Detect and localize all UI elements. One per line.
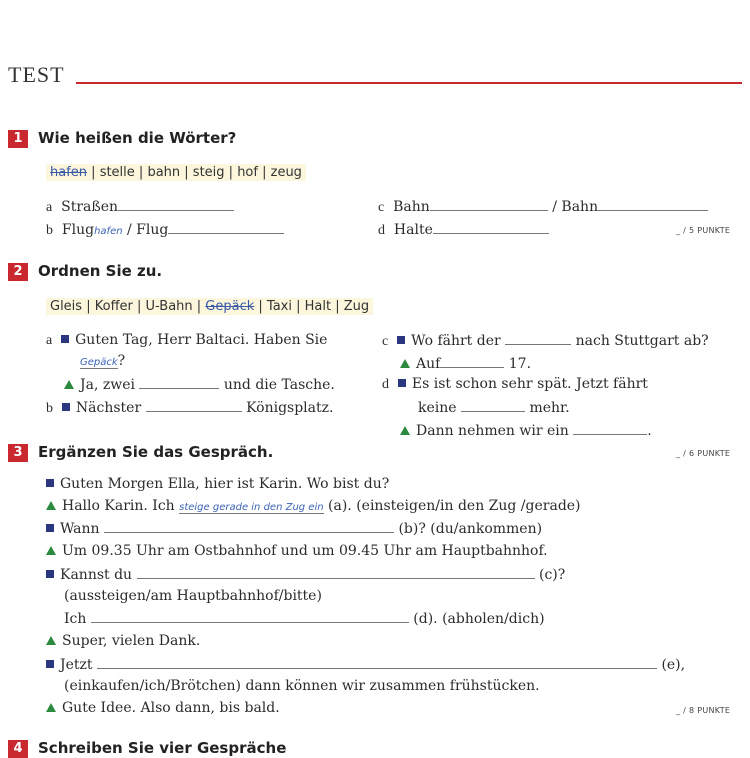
square-bullet-icon <box>46 524 54 532</box>
section-4-heading: Schreiben Sie vier Gespräche <box>38 739 287 757</box>
section-3-points: _ / 6 PUNKTE <box>676 449 731 458</box>
section-1-points: _ / 5 PUNKTE <box>676 226 731 235</box>
answer-blank[interactable] <box>139 376 219 389</box>
word-item: Halt <box>304 299 332 314</box>
item-2c-line2: Auf 17. <box>400 355 531 372</box>
section-3-heading: Ergänzen Sie das Gespräch. <box>38 443 274 461</box>
item-2d-line3: Dann nehmen wir ein . <box>400 422 652 439</box>
section-2-number: 2 <box>8 263 28 281</box>
word-item: Koffer <box>94 299 133 314</box>
triangle-bullet-icon <box>46 636 56 645</box>
word-item: hof <box>237 165 258 180</box>
answer-blank[interactable] <box>118 198 234 211</box>
triangle-bullet-icon <box>64 380 74 389</box>
square-bullet-icon <box>61 335 69 343</box>
triangle-bullet-icon <box>46 501 56 510</box>
square-bullet-icon <box>397 336 405 344</box>
item-1b: b Flughafen / Flug <box>46 221 284 239</box>
word-item: U-Bahn <box>145 299 193 314</box>
answer-blank[interactable] <box>433 221 549 234</box>
item-2a-line1: a Guten Tag, Herr Baltaci. Haben Sie <box>46 332 328 348</box>
item-2d-line2: keine mehr. <box>418 400 570 416</box>
handwritten-answer: Gepäck <box>80 357 118 368</box>
word-item: Gepäck <box>205 299 255 314</box>
square-bullet-icon <box>46 479 54 487</box>
section-2-word-box: Gleis | Koffer | U-Bahn | Gepäck | Taxi | Halt | Zug <box>46 298 373 315</box>
dialog-line-3: Wann (b)? (du/ankommen) <box>46 520 542 537</box>
section-2-heading: Ordnen Sie zu. <box>38 262 163 280</box>
dialog-line-7: Ich (d). (abholen/dich) <box>64 611 545 627</box>
dialog-line-8: Super, vielen Dank. <box>46 633 200 649</box>
answer-blank[interactable] <box>461 399 525 412</box>
answer-blank[interactable] <box>168 221 284 234</box>
item-1a: a Straßen <box>46 198 234 216</box>
item-2a-line2: Gepäck? <box>80 353 126 369</box>
triangle-bullet-icon <box>400 426 410 435</box>
triangle-bullet-icon <box>46 703 56 712</box>
section-4-number: 4 <box>8 740 28 758</box>
answer-blank[interactable] <box>573 422 647 435</box>
word-item: zeug <box>270 165 302 180</box>
answer-blank[interactable] <box>505 332 571 345</box>
answer-blank[interactable] <box>146 399 242 412</box>
word-item: Taxi <box>266 299 292 314</box>
answer-blank[interactable] <box>598 198 708 211</box>
handwritten-answer: steige gerade in den Zug ein <box>179 502 324 513</box>
item-2a-line3: Ja, zwei und die Tasche. <box>64 376 335 393</box>
dialog-line-2: Hallo Karin. Ich steige gerade in den Zug ein (a). (einsteigen/in den Zug /gerade) <box>46 498 581 514</box>
section-1-heading: Wie heißen die Wörter? <box>38 129 237 147</box>
dialog-line-11: Gute Idee. Also dann, bis bald. <box>46 700 280 716</box>
dialog-line-10: (einkaufen/ich/Brötchen) dann können wir zusammen frühstücken. <box>64 678 540 694</box>
square-bullet-icon <box>62 403 70 411</box>
page-title: TEST <box>8 62 65 87</box>
word-item: Zug <box>343 299 370 314</box>
answer-blank[interactable] <box>440 355 504 368</box>
item-2b: b Nächster Königsplatz. <box>46 400 334 416</box>
answer-blank[interactable] <box>137 566 535 579</box>
dialog-line-4: Um 09.35 Uhr am Ostbahnhof und um 09.45 Uhr am Hauptbahnhof. <box>46 543 548 559</box>
section-1-word-box: hafen | stelle | bahn | steig | hof | zeug <box>46 164 306 181</box>
word-item: hafen <box>50 165 88 180</box>
section-1-number: 1 <box>8 130 28 148</box>
title-rule <box>76 82 742 84</box>
word-item: stelle <box>99 165 135 180</box>
dialog-line-9: Jetzt (e), <box>46 656 685 673</box>
square-bullet-icon <box>46 660 54 668</box>
section-3-number: 3 <box>8 444 28 462</box>
word-item: Gleis <box>50 299 83 314</box>
dialog-line-5: Kannst du (c)? <box>46 566 565 583</box>
item-1c: c Bahn / Bahn <box>378 198 708 216</box>
dialog-line-1: Guten Morgen Ella, hier ist Karin. Wo bist du? <box>46 476 389 492</box>
word-item: bahn <box>147 165 181 180</box>
answer-blank[interactable] <box>97 656 657 669</box>
handwritten-answer: hafen <box>94 226 123 237</box>
answer-blank[interactable] <box>91 610 409 623</box>
triangle-bullet-icon <box>400 359 410 368</box>
item-2c-line1: c Wo fährt der nach Stuttgart ab? <box>382 333 709 349</box>
dialog-line-6: (aussteigen/am Hauptbahnhof/bitte) <box>64 588 322 604</box>
section-3-points-total: _ / 8 PUNKTE <box>676 706 731 715</box>
word-item: steig <box>192 165 225 180</box>
triangle-bullet-icon <box>46 546 56 555</box>
square-bullet-icon <box>398 379 406 387</box>
item-1d: d Halte <box>378 221 549 239</box>
answer-blank[interactable] <box>430 198 548 211</box>
square-bullet-icon <box>46 570 54 578</box>
answer-blank[interactable] <box>104 520 394 533</box>
item-2d-line1: d Es ist schon sehr spät. Jetzt fährt <box>382 376 648 392</box>
